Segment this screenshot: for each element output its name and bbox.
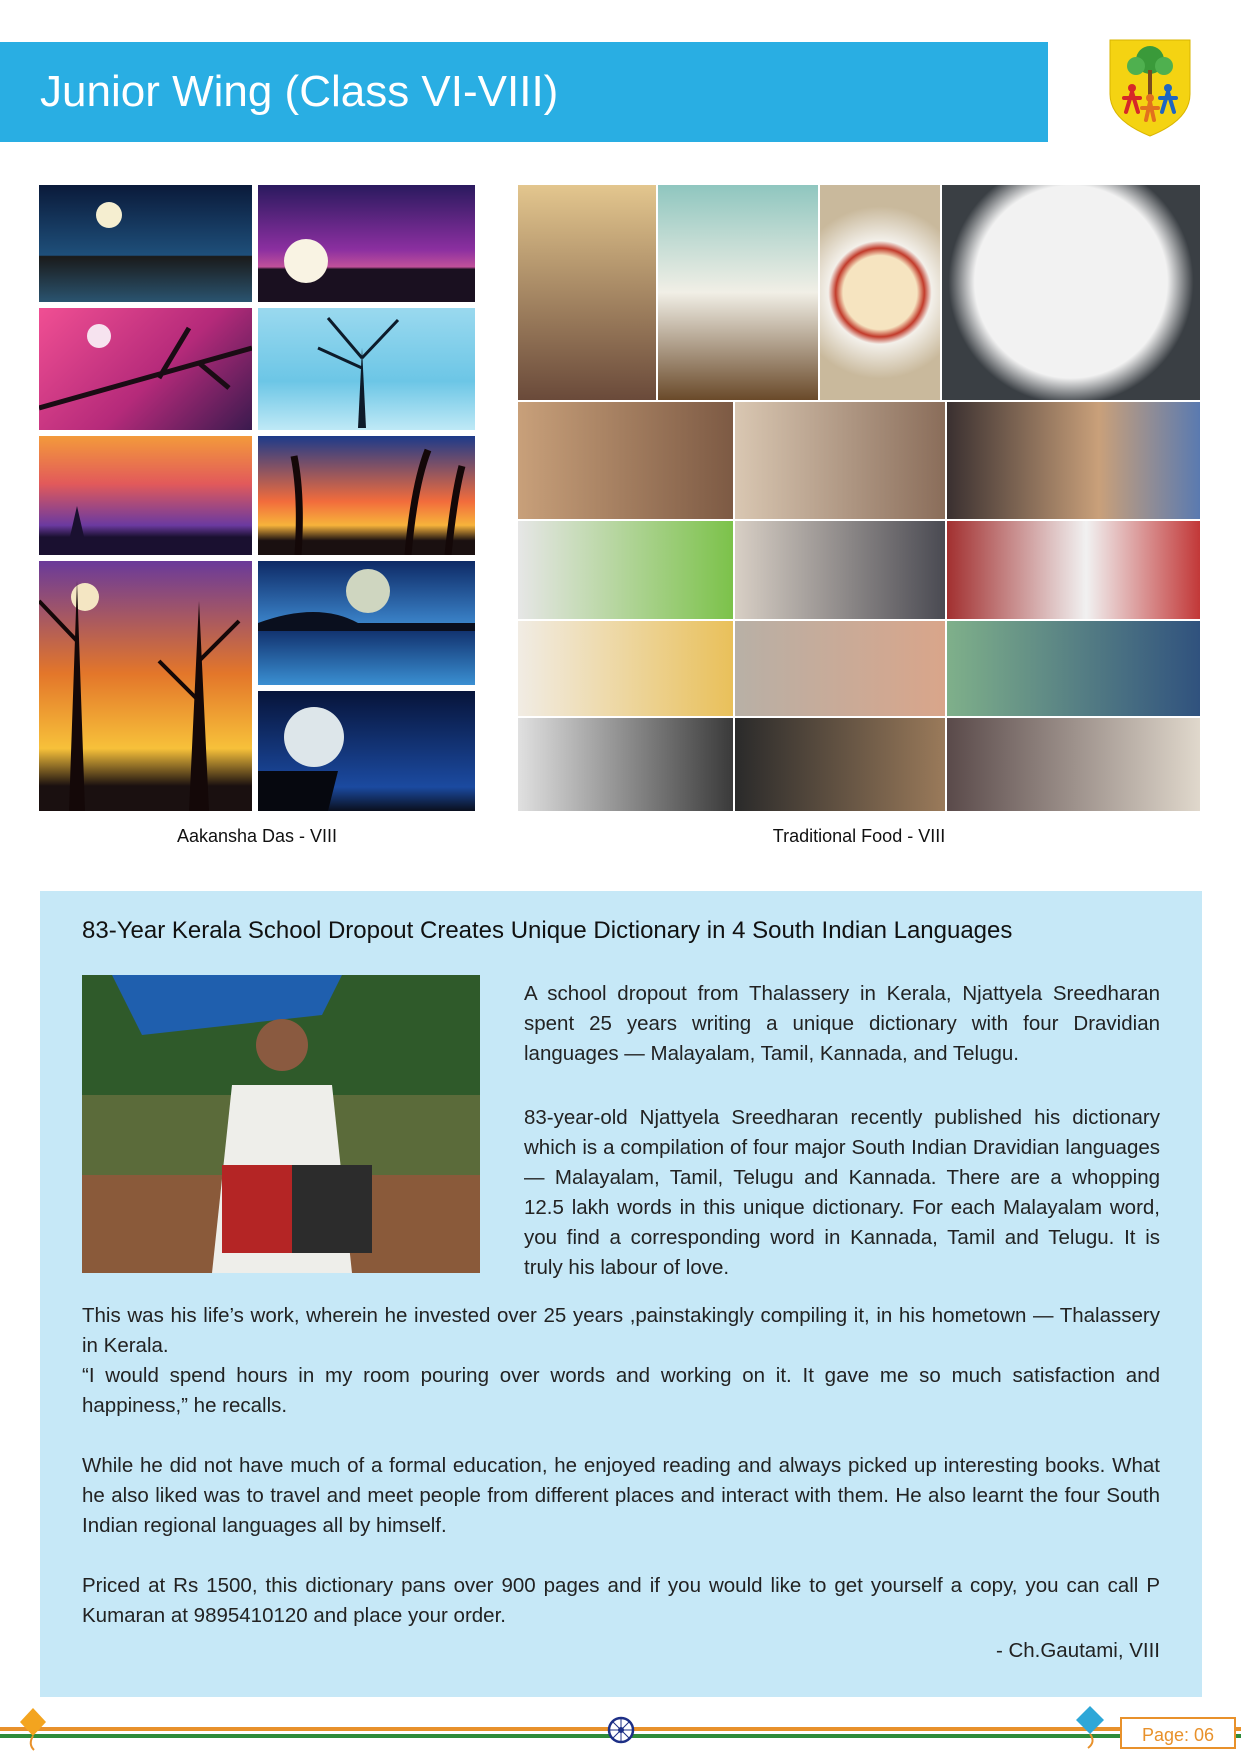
food-photo xyxy=(820,185,940,400)
painting-reflection-tree xyxy=(258,561,475,685)
painting-orange-forest xyxy=(39,561,252,811)
article-paragraph: While he did not have much of a formal education, he enjoyed reading and always picked up interesting books. What he also liked was to travel and meet people from different places and interact with them. He also learnt the four South Indian regional languages all by himself. xyxy=(82,1454,1160,1537)
article-paragraph: Priced at Rs 1500, this dictionary pans over 900 pages and if you would like to get yourself a copy, you can call P Kumaran at 9895410120 and place your order. xyxy=(82,1574,1160,1627)
video-call-tile xyxy=(947,521,1200,619)
header-banner xyxy=(0,42,1048,142)
video-call-tile xyxy=(947,718,1200,811)
article-photo xyxy=(82,975,480,1273)
school-logo xyxy=(1096,36,1204,144)
page-title: Junior Wing (Class VI-VIII) xyxy=(40,67,559,116)
article-headline: 83-Year Kerala School Dropout Creates Unique Dictionary in 4 South Indian Languages xyxy=(82,917,1013,944)
page-number: Page: 06 xyxy=(1120,1717,1236,1749)
article-paragraph: This was his life’s work, wherein he invested over 25 years ,painstakingly compiling it, in his hometown — Thalassery in Kerala. xyxy=(82,1304,1160,1357)
video-call-tile xyxy=(518,402,733,519)
paintings-gallery xyxy=(39,185,475,811)
article-paragraph: A school dropout from Thalassery in Kerala, Njattyela Sreedharan spent 25 years writing a unique dictionary with four Dravidian languages — Malayalam, Tamil, Kannada, and Telugu. xyxy=(524,982,1160,1065)
video-call-tile xyxy=(947,402,1200,519)
video-call-tile xyxy=(735,621,945,716)
ashoka-chakra-icon xyxy=(606,1715,636,1745)
article-box xyxy=(40,891,1202,1697)
video-call-tile xyxy=(518,521,733,619)
painting-palm-sunset xyxy=(258,436,475,555)
article-paragraph: 83-year-old Njattyela Sreedharan recently published his dictionary which is a compilation of four major South Indian Dravidian languages — Malayalam, Tamil, Telugu and Kannada. There are a whopping 12.5 lakh words in this unique dictionary. For each Malayalam word, you find a corresponding word in Kannada, Tamil and Telugu. It is truly his labour of love. xyxy=(524,1106,1160,1279)
video-call-tile xyxy=(735,521,945,619)
painting-moon-lake xyxy=(39,185,252,302)
video-call-tile xyxy=(518,718,733,811)
painting-blue-tree xyxy=(258,308,475,430)
food-collage xyxy=(518,185,1200,811)
food-photo xyxy=(518,185,656,400)
video-call-tile xyxy=(518,621,733,716)
food-photo xyxy=(658,185,818,400)
video-call-tile xyxy=(735,718,945,811)
paintings-caption: Aakansha Das - VIII xyxy=(176,826,338,846)
painting-sunrise-temple xyxy=(39,436,252,555)
painting-purple-sunset xyxy=(258,185,475,302)
article-author: - Ch.Gautami, VIII xyxy=(995,1639,1160,1662)
article-paragraph: “I would spend hours in my room pouring over words and working on it. It gave me so much satisfaction and happiness,” he recalls. xyxy=(82,1364,1160,1417)
painting-moon-cliff xyxy=(258,691,475,811)
video-call-tile xyxy=(735,402,945,519)
painting-pink-branch xyxy=(39,308,252,430)
kite-right-icon xyxy=(1074,1704,1106,1750)
kite-left-icon xyxy=(18,1706,48,1752)
video-call-tile xyxy=(947,621,1200,716)
food-caption: Traditional Food - VIII xyxy=(772,826,946,846)
school-logo-tree-icon xyxy=(1096,36,1204,144)
food-photo xyxy=(942,185,1200,400)
